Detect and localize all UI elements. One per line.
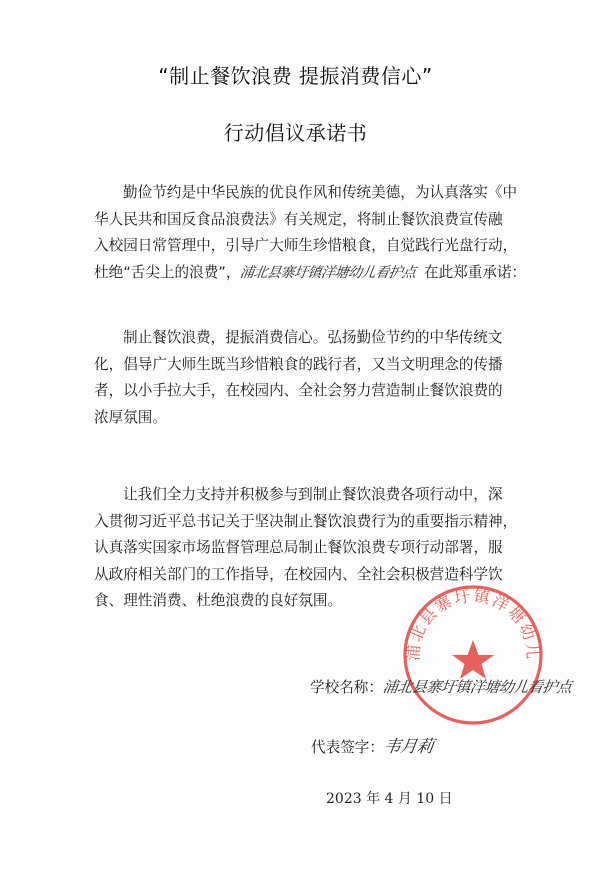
title-line-1: “制止餐饮浪费 提振消费信心” bbox=[158, 64, 433, 88]
school-name-row bbox=[310, 676, 572, 697]
paragraph-1-line-1: 勤俭节约是中华民族的优良作风和传统美德，为认真落实《中 bbox=[123, 184, 518, 201]
handwritten-school-name: 浦北县寨圩镇洋塘幼儿看护点 bbox=[239, 264, 418, 281]
official-seal-icon bbox=[398, 580, 548, 730]
paragraph-1 bbox=[94, 180, 546, 286]
paragraph-1-line-3: 入校园日常管理中，引导广大师生珍惜粮食，自觉践行光盘行动， bbox=[94, 237, 518, 254]
representative-label: 代表签字： bbox=[311, 739, 384, 756]
representative-row bbox=[311, 732, 433, 757]
school-name-label: 学校名称： bbox=[310, 679, 383, 696]
paragraph-1-line-2: 华人民共和国反食品浪费法》有关规定，将制止餐饮浪费宣传融 bbox=[94, 210, 503, 228]
paragraph-1-line-4-suffix: 在此郑重承诺： bbox=[423, 263, 527, 281]
title-line-2: 行动倡议承诺书 bbox=[223, 121, 368, 145]
paragraph-2 bbox=[94, 325, 546, 431]
seal-text: 浦北县寨圩镇洋塘幼儿 bbox=[403, 586, 543, 662]
paragraph-3-line-1: 让我们全力支持并积极参与到制止餐饮浪费各项行动中，深 bbox=[123, 486, 503, 503]
representative-signature: 韦月莉 bbox=[382, 737, 435, 757]
paragraph-2-line-1: 制止餐饮浪费，提振消费信心。弘扬勤俭节约的中华传统文 bbox=[123, 329, 503, 346]
school-name-handwritten: 浦北县寨圩镇洋塘幼儿看护点 bbox=[381, 678, 573, 696]
document-date: 2023 年 4 月 10 日 bbox=[326, 791, 453, 807]
paragraph-1-line-4 bbox=[94, 260, 546, 287]
paragraph-2-line-3: 者，以小手拉大手，在校园内、全社会努力营造制止餐饮浪费的 bbox=[94, 382, 503, 399]
paragraph-3-line-2: 入贯彻习近平总书记关于坚决制止餐饮浪费行为的重要指示精神， bbox=[94, 512, 518, 530]
paragraph-3-line-5: 食、理性消费、杜绝浪费的良好氛围。 bbox=[94, 592, 343, 609]
paragraph-3-line-4: 从政府相关部门的工作指导，在校园内、全社会积极营造科学饮 bbox=[94, 565, 503, 583]
paragraph-1-line-4-prefix: 杜绝“舌尖上的浪费”， bbox=[94, 263, 241, 281]
paragraph-3-line-3: 认真落实国家市场监督管理总局制止餐饮浪费专项行动部署，服 bbox=[94, 539, 503, 556]
paragraph-2-line-2: 化，倡导广大师生既当珍惜粮食的践行者，又当文明理念的传播 bbox=[94, 355, 503, 373]
paragraph-2-line-4: 浓厚氛围。 bbox=[94, 408, 167, 426]
